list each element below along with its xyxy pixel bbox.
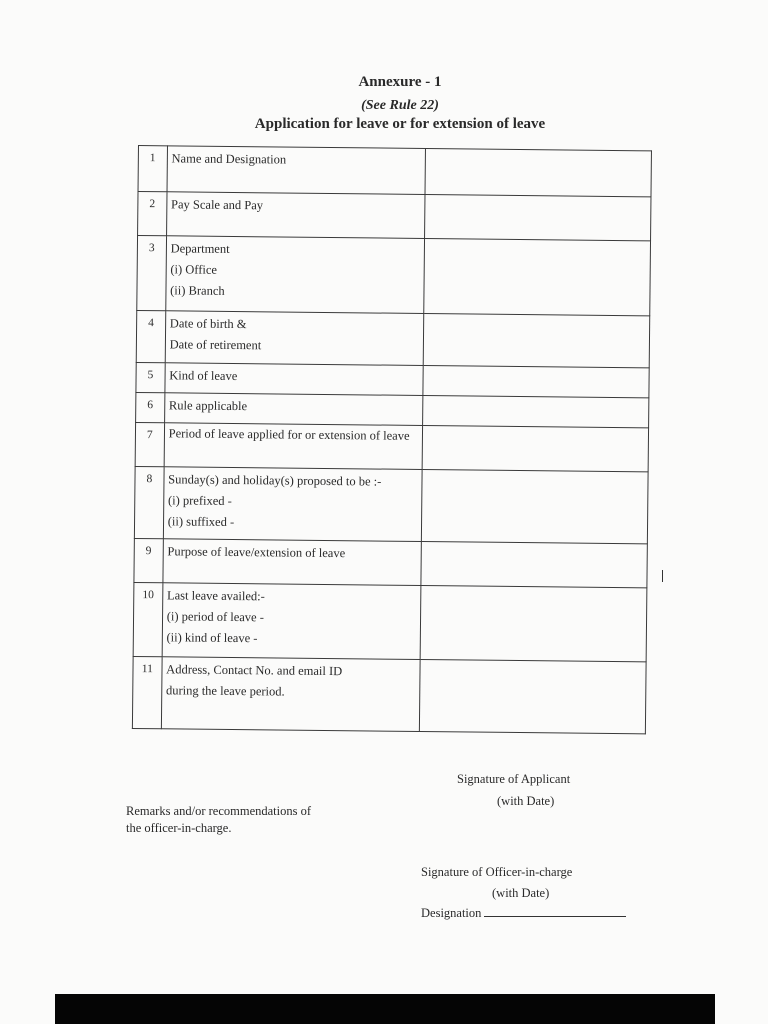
row-label xyxy=(161,657,420,732)
label-line: (i) prefixed - xyxy=(167,493,232,509)
row-label xyxy=(164,423,422,470)
row-value-field[interactable] xyxy=(423,313,650,367)
row-number: 7 xyxy=(135,422,164,466)
scan-bottom-bar xyxy=(55,994,715,1024)
officer-date-label: (with Date) xyxy=(492,886,550,900)
label-line: (i) period of leave - xyxy=(166,609,265,625)
applicant-signature-label: Signature of Applicant xyxy=(457,772,571,786)
row-label xyxy=(163,467,422,542)
row-number: 9 xyxy=(134,538,163,582)
row-label xyxy=(162,583,421,660)
row-label xyxy=(165,363,423,396)
designation-label: Designation xyxy=(421,906,482,920)
designation-blank-line[interactable] xyxy=(484,916,626,917)
label-line: Purpose of leave/extension of leave xyxy=(167,544,346,561)
row-value-field[interactable] xyxy=(424,195,651,241)
row-label xyxy=(165,311,423,366)
annexure-heading: Annexure - 1 xyxy=(358,74,442,90)
label-line: Date of retirement xyxy=(169,337,262,353)
table-row xyxy=(137,236,651,316)
label-line: (ii) kind of leave - xyxy=(166,630,258,646)
label-line: Name and Designation xyxy=(171,151,287,167)
table-row xyxy=(138,192,651,241)
label-line: Pay Scale and Pay xyxy=(171,197,264,213)
label-line: Department xyxy=(170,241,230,256)
row-number: 10 xyxy=(133,582,162,656)
label-line: (ii) Branch xyxy=(170,283,225,298)
row-number: 3 xyxy=(137,236,166,311)
table-row xyxy=(138,146,651,197)
row-value-field[interactable] xyxy=(422,425,649,471)
label-line: (ii) suffixed - xyxy=(167,514,235,530)
rule-reference: (See Rule 22) xyxy=(361,98,439,113)
row-number: 8 xyxy=(134,466,163,538)
table-row xyxy=(133,582,647,661)
row-value-field[interactable] xyxy=(425,149,652,197)
row-number: 2 xyxy=(138,192,167,236)
label-line: Date of birth & xyxy=(169,316,247,332)
row-value-field[interactable] xyxy=(419,659,646,733)
form-title: Application for leave or for extension of leave xyxy=(254,116,546,132)
officer-signature-label: Signature of Officer-in-charge xyxy=(421,865,573,879)
row-number: 6 xyxy=(136,392,165,422)
label-line: Kind of leave xyxy=(169,368,238,384)
row-label xyxy=(166,192,424,239)
row-label xyxy=(167,146,425,195)
row-label xyxy=(163,539,421,586)
label-line: Address, Contact No. and email ID xyxy=(166,662,343,679)
scan-mark xyxy=(662,570,663,582)
remarks-line: the officer-in-charge. xyxy=(126,821,232,835)
label-line: (i) Office xyxy=(170,262,218,277)
row-number: 11 xyxy=(132,656,161,728)
table-row xyxy=(134,466,648,543)
label-line: Rule applicable xyxy=(168,398,248,414)
row-number: 4 xyxy=(136,310,165,362)
label-line: during the leave period. xyxy=(165,683,285,699)
row-number: 5 xyxy=(136,362,165,392)
table-row xyxy=(134,538,647,587)
table-row xyxy=(136,310,650,367)
label-line: Period of leave applied for or extension of leave xyxy=(168,426,410,443)
applicant-date-label: (with Date) xyxy=(497,794,555,808)
remarks-line: Remarks and/or recommendations of xyxy=(126,804,312,818)
row-value-field[interactable] xyxy=(420,585,647,661)
row-value-field[interactable] xyxy=(421,469,648,543)
row-value-field[interactable] xyxy=(423,239,650,316)
designation-field xyxy=(421,906,626,921)
row-value-field[interactable] xyxy=(423,365,650,397)
row-label xyxy=(165,236,424,314)
row-value-field[interactable] xyxy=(421,541,648,587)
table-row xyxy=(135,422,648,471)
leave-application-table xyxy=(132,145,652,734)
label-line: Last leave availed:- xyxy=(166,588,265,604)
table-row xyxy=(132,656,646,733)
label-line: Sunday(s) and holiday(s) proposed to be :- xyxy=(168,472,382,489)
remarks-label xyxy=(126,803,311,837)
row-number: 1 xyxy=(138,146,167,192)
row-label xyxy=(164,393,422,426)
row-value-field[interactable] xyxy=(422,395,649,427)
